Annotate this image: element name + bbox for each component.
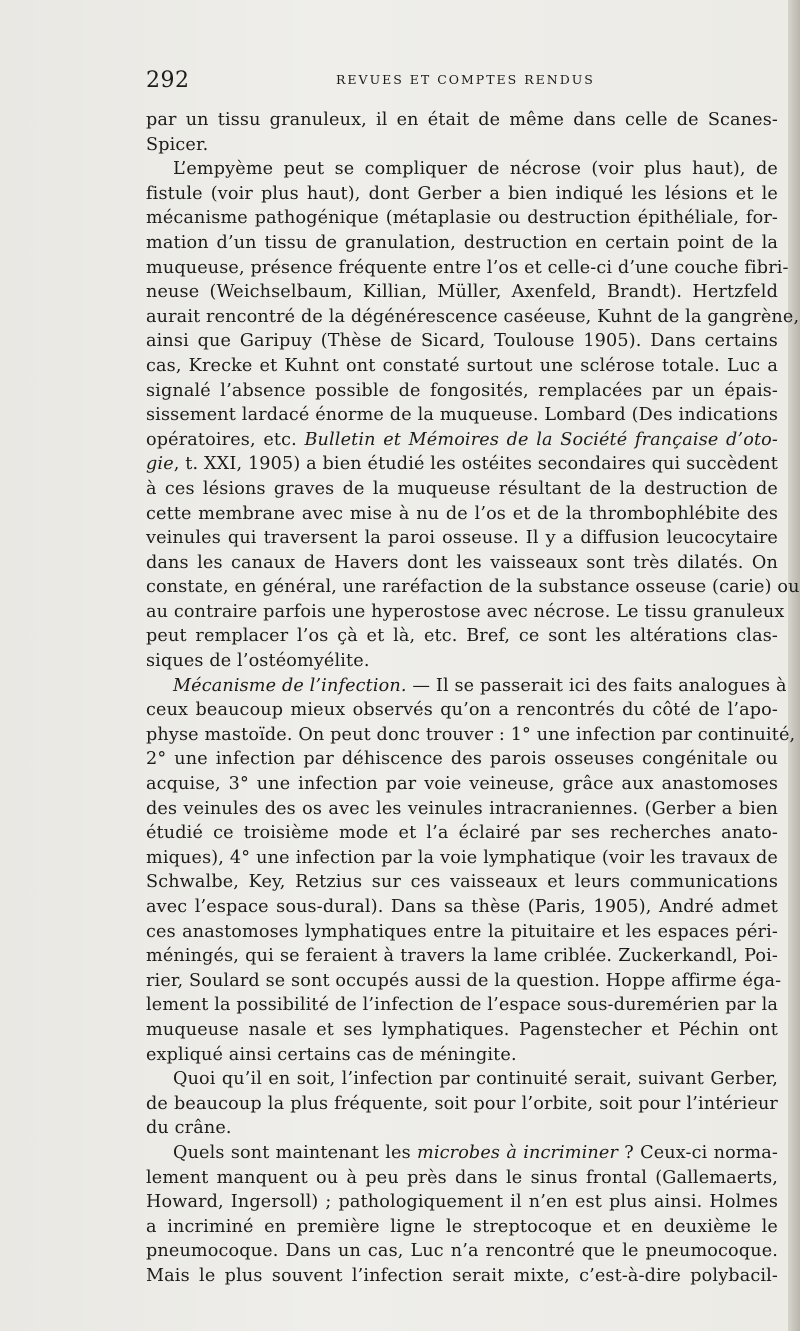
text-line <box>146 354 778 379</box>
italic-text: microbes à incriminer <box>417 1142 619 1163</box>
text-segment: avec l’espace sous-dural). Dans sa thèse (Paris, 1905), André admet <box>146 897 778 917</box>
text-segment: rier, Soulard se sont occupés aussi de la question. Hoppe affirme éga- <box>146 970 782 991</box>
text-line <box>146 477 778 502</box>
text-segment: étudié ce troisième mode et l’a éclairé par ses recherches anato- <box>146 823 778 844</box>
text-segment: cas, Krecke et Kuhnt ont constaté surtout une sclérose totale. Luc a <box>146 355 778 376</box>
text-segment: L’empyème peut se compliquer de nécrose (voir plus haut), de <box>173 159 778 180</box>
text-segment: des veinules des os avec les veinules intracraniennes. (Gerber a bien <box>146 798 778 819</box>
text-segment: muqueuse nasale et ses lymphatiques. Pagenstecher et Péchin ont <box>146 1019 778 1040</box>
text-line <box>146 723 796 748</box>
text-line <box>146 403 778 428</box>
text-line <box>146 526 778 551</box>
text-line <box>146 108 778 133</box>
text-line <box>146 452 778 477</box>
text-segment: Howard, Ingersoll) ; pathologiquement il n’en est plus ainsi. Holmes <box>146 1192 778 1213</box>
text-segment: ? Ceux-ci norma- <box>618 1142 778 1163</box>
text-segment: signalé l’absence possible de fongosités, remplacées par un épais- <box>146 380 778 401</box>
text-segment: cette membrane avec mise à nu de l’os et de la thrombophlébite des <box>146 503 778 524</box>
text-segment: Quoi qu’il en soit, l’infection par continuité serait, suivant Gerber, <box>173 1069 778 1090</box>
text-segment: expliqué ainsi certains cas de méningite. <box>146 1044 517 1065</box>
text-segment: aurait rencontré de la dégénérescence caséeuse, Kuhnt de la gangrène, <box>146 306 800 327</box>
text-segment: a incriminé en première ligne le streptocoque et en deuxième le <box>146 1216 778 1237</box>
text-line <box>146 133 778 158</box>
text-segment: Spicer. <box>146 134 209 155</box>
text-line <box>146 1190 778 1215</box>
text-line <box>146 256 789 281</box>
text-segment: lement manquent ou à peu près dans le sinus frontal (Gallemaerts, <box>146 1167 778 1188</box>
text-segment: veinules qui traversent la paroi osseuse. Il y a diffusion leucocytaire <box>146 528 778 549</box>
text-segment: au contraire parfois une hyperostose avec nécrose. Le tissu granuleux <box>146 601 785 622</box>
text-line <box>146 944 778 969</box>
text-line <box>146 600 785 625</box>
text-segment: lement la possibilité de l’infection de l’espace sous-duremérien par la <box>146 995 778 1016</box>
text-segment: pneumocoque. Dans un cas, Luc n’a rencontré que le pneumocoque. <box>146 1241 778 1262</box>
text-line <box>146 1067 778 1092</box>
text-segment: sissement lardacé énorme de la muqueuse. Lombard (Des indications <box>146 405 778 426</box>
text-line <box>146 649 778 674</box>
page-gutter <box>788 0 800 1331</box>
text-line <box>146 428 778 453</box>
text-line <box>146 1018 778 1043</box>
text-segment: physe mastoïde. On peut donc trouver : 1° une infection par continuité, <box>146 724 796 745</box>
text-line <box>146 502 778 527</box>
text-line <box>146 1166 778 1191</box>
text-segment: ces anastomoses lymphatiques entre la pituitaire et les espaces péri- <box>146 921 778 942</box>
text-line <box>146 182 778 207</box>
text-line <box>146 1092 778 1117</box>
text-segment: Schwalbe, Key, Retzius sur ces vaisseaux et leurs communications <box>146 872 778 893</box>
text-line <box>146 305 800 330</box>
text-segment: mécanisme pathogénique (métaplasie ou destruction épithéliale, for- <box>146 208 778 229</box>
text-segment: ceux beaucoup mieux observés qu’on a rencontrés du côté de l’apo- <box>146 700 778 721</box>
body-text <box>146 108 800 1289</box>
text-line <box>146 797 778 822</box>
text-line <box>146 846 778 871</box>
text-segment: constate, en général, une raréfaction de la substance osseuse (carie) ou <box>146 577 800 598</box>
text-segment: Mais le plus souvent l’infection serait mixte, c’est-à-dire polybacil- <box>146 1265 778 1286</box>
text-segment: peut remplacer l’os çà et là, etc. Bref, ce sont les altérations clas- <box>146 626 778 647</box>
text-line <box>146 1215 778 1240</box>
text-segment: — Il se passerait ici des faits analogues à <box>406 675 787 696</box>
text-segment: muqueuse, présence fréquente entre l’os et celle-ci d’une couche fibri- <box>146 257 789 278</box>
italic-text: Mécanisme de l’infection. <box>173 675 407 696</box>
text-segment: Quels sont maintenant les <box>173 1142 418 1163</box>
text-line <box>146 231 778 256</box>
text-line <box>146 379 778 404</box>
page-number: 292 <box>146 68 190 93</box>
text-line <box>146 575 800 600</box>
running-head: REVUES ET COMPTES RENDUS <box>336 72 595 87</box>
italic-text: gie <box>146 454 174 475</box>
text-line <box>146 674 787 699</box>
italic-text: Bulletin et Mémoires de la Société française d’oto- <box>304 429 779 450</box>
text-line <box>146 920 778 945</box>
text-line <box>146 821 778 846</box>
text-segment: mation d’un tissu de granulation, destruction en certain point de la <box>146 232 778 253</box>
text-line <box>146 1239 778 1264</box>
text-segment: siques de l’ostéomyélite. <box>146 651 370 672</box>
text-line <box>146 1264 778 1289</box>
text-line <box>146 157 778 182</box>
text-segment: ainsi que Garipuy (Thèse de Sicard, Toulouse 1905). Dans certains <box>146 331 778 352</box>
text-segment: opératoires, etc. <box>146 429 305 450</box>
text-line <box>146 698 778 723</box>
text-segment: neuse (Weichselbaum, Killian, Müller, Axenfeld, Brandt). Hertzfeld <box>146 282 778 303</box>
text-line <box>146 206 778 231</box>
text-segment: , t. XXI, 1905) a bien étudié les ostéites secondaires qui succèdent <box>173 454 778 475</box>
page-header <box>146 62 786 92</box>
text-line <box>146 551 778 576</box>
text-segment: acquise, 3° une infection par voie veineuse, grâce aux anastomoses <box>146 774 778 795</box>
text-segment: à ces lésions graves de la muqueuse résultant de la destruction de <box>146 478 778 499</box>
text-line <box>146 969 782 994</box>
text-line <box>146 993 778 1018</box>
text-line <box>146 1116 778 1141</box>
text-line <box>146 624 778 649</box>
text-segment: du crâne. <box>146 1118 232 1139</box>
text-line <box>146 1043 778 1068</box>
text-line <box>146 870 778 895</box>
text-line <box>146 329 778 354</box>
text-line <box>146 772 778 797</box>
text-line <box>146 280 778 305</box>
text-segment: méningés, qui se feraient à travers la lame criblée. Zuckerkandl, Poi- <box>146 946 778 967</box>
text-line <box>146 747 778 772</box>
text-segment: 2° une infection par déhiscence des parois osseuses congénitale ou <box>146 749 778 770</box>
text-line <box>146 895 778 920</box>
text-segment: par un tissu granuleux, il en était de même dans celle de Scanes- <box>146 110 778 130</box>
text-segment: dans les canaux de Havers dont les vaisseaux sont très dilatés. On <box>146 552 778 573</box>
text-line <box>146 1141 778 1166</box>
text-segment: fistule (voir plus haut), dont Gerber a bien indiqué les lésions et le <box>146 183 778 204</box>
text-segment: de beaucoup la plus fréquente, soit pour l’orbite, soit pour l’intérieur <box>146 1093 778 1114</box>
text-segment: miques), 4° une infection par la voie lymphatique (voir les travaux de <box>146 847 778 868</box>
